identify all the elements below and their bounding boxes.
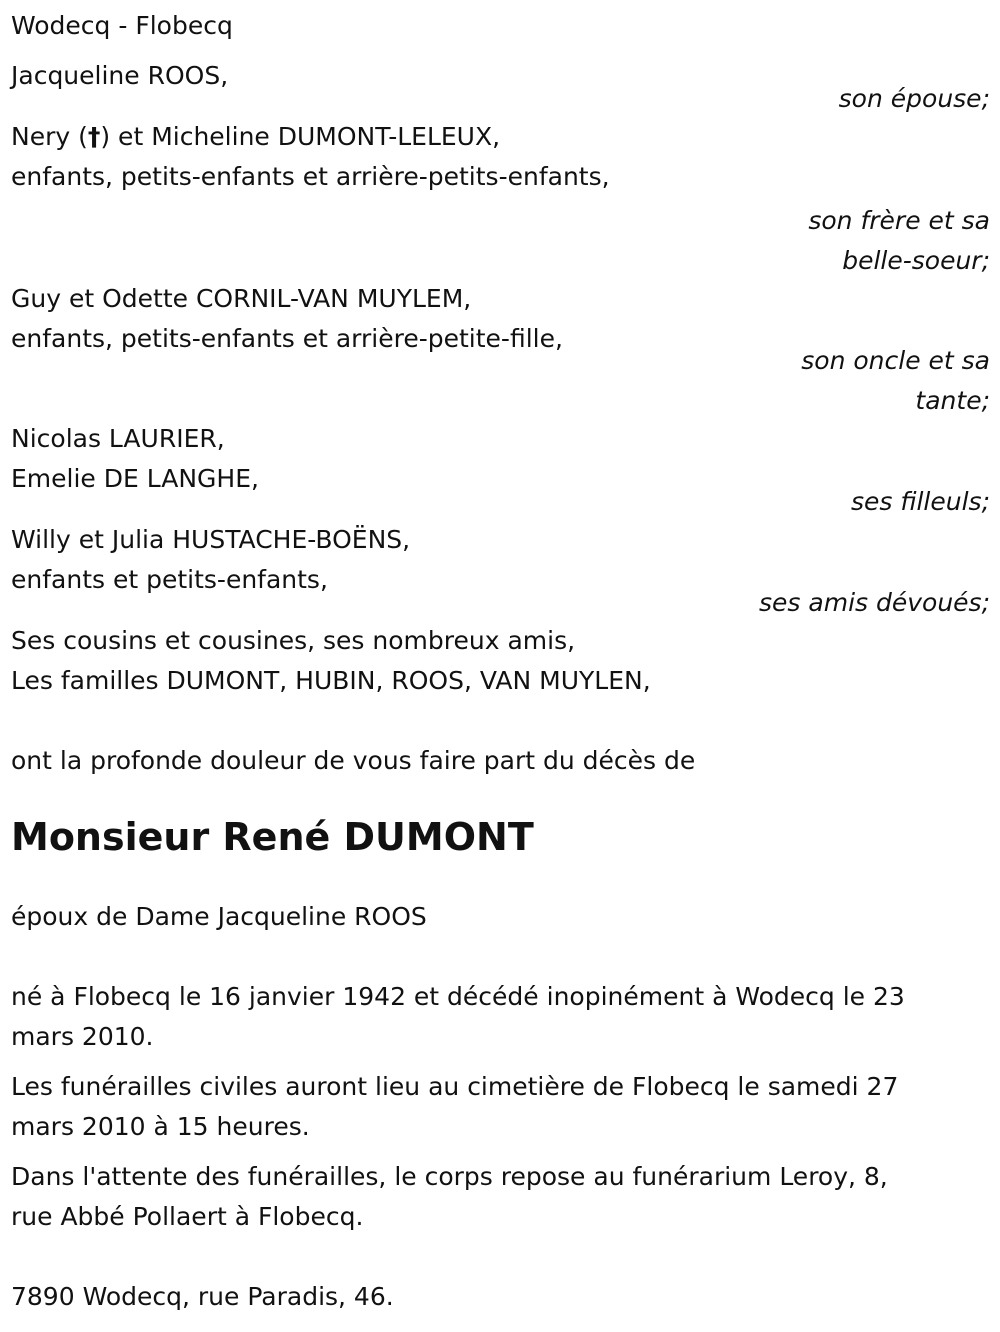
relationship-label: ses filleuls;	[850, 487, 990, 516]
resting-place-paragraph	[11, 1157, 990, 1237]
family-line: Ses cousins et cousines, ses nombreux amis,	[11, 626, 576, 655]
funeral-paragraph	[11, 1067, 990, 1147]
deceased-cross-icon: †	[87, 122, 101, 151]
relationship-label: son épouse;	[838, 84, 990, 113]
family-group-spouse	[11, 56, 990, 119]
obituary-notice	[11, 6, 990, 1317]
family-group-friends	[11, 520, 990, 623]
family-line: Guy et Odette CORNIL-VAN MUYLEM,	[11, 284, 472, 313]
relationship-label: belle-soeur;	[842, 246, 990, 275]
family-group-sibling	[11, 117, 990, 281]
paragraph-line: rue Abbé Pollaert à Flobecq.	[11, 1202, 364, 1231]
paragraph-line: né à Flobecq le 16 janvier 1942 et décédé inopinément à Wodecq le 23	[11, 982, 905, 1011]
paragraph-line: Dans l'attente des funérailles, le corps repose au funérarium Leroy, 8,	[11, 1162, 888, 1191]
family-group-relatives	[11, 621, 990, 701]
family-line: Jacqueline ROOS,	[11, 61, 229, 90]
family-line: enfants, petits-enfants et arrière-petits-enfants,	[11, 162, 610, 191]
family-group-godchildren	[11, 419, 990, 522]
place-header: Wodecq - Flobecq	[11, 11, 233, 40]
home-address: 7890 Wodecq, rue Paradis, 46.	[11, 1282, 394, 1311]
relationship-label: ses amis dévoués;	[759, 588, 990, 617]
family-group-uncle-aunt	[11, 279, 990, 421]
announcement-text: ont la profonde douleur de vous faire part du décès de	[11, 746, 696, 775]
relationship-label: tante;	[915, 386, 990, 415]
family-line: Les familles DUMONT, HUBIN, ROOS, VAN MUYLEN,	[11, 666, 651, 695]
family-line: Emelie DE LANGHE,	[11, 464, 259, 493]
deceased-name: Monsieur René DUMONT	[11, 815, 534, 859]
spouse-line: époux de Dame Jacqueline ROOS	[11, 902, 427, 931]
birth-death-paragraph	[11, 977, 990, 1057]
relationship-label: son frère et sa	[808, 206, 990, 235]
paragraph-line: Les funérailles civiles auront lieu au cimetière de Flobecq le samedi 27	[11, 1072, 899, 1101]
paragraph-line: mars 2010.	[11, 1022, 154, 1051]
relationship-label: son oncle et sa	[801, 346, 990, 375]
family-line: Willy et Julia HUSTACHE-BOËNS,	[11, 525, 411, 554]
family-line: Nicolas LAURIER,	[11, 424, 225, 453]
family-line: enfants et petits-enfants,	[11, 565, 328, 594]
family-line: Nery (†) et Micheline DUMONT-LELEUX,	[11, 122, 501, 151]
paragraph-line: mars 2010 à 15 heures.	[11, 1112, 310, 1141]
family-line: enfants, petits-enfants et arrière-petite-fille,	[11, 324, 563, 353]
